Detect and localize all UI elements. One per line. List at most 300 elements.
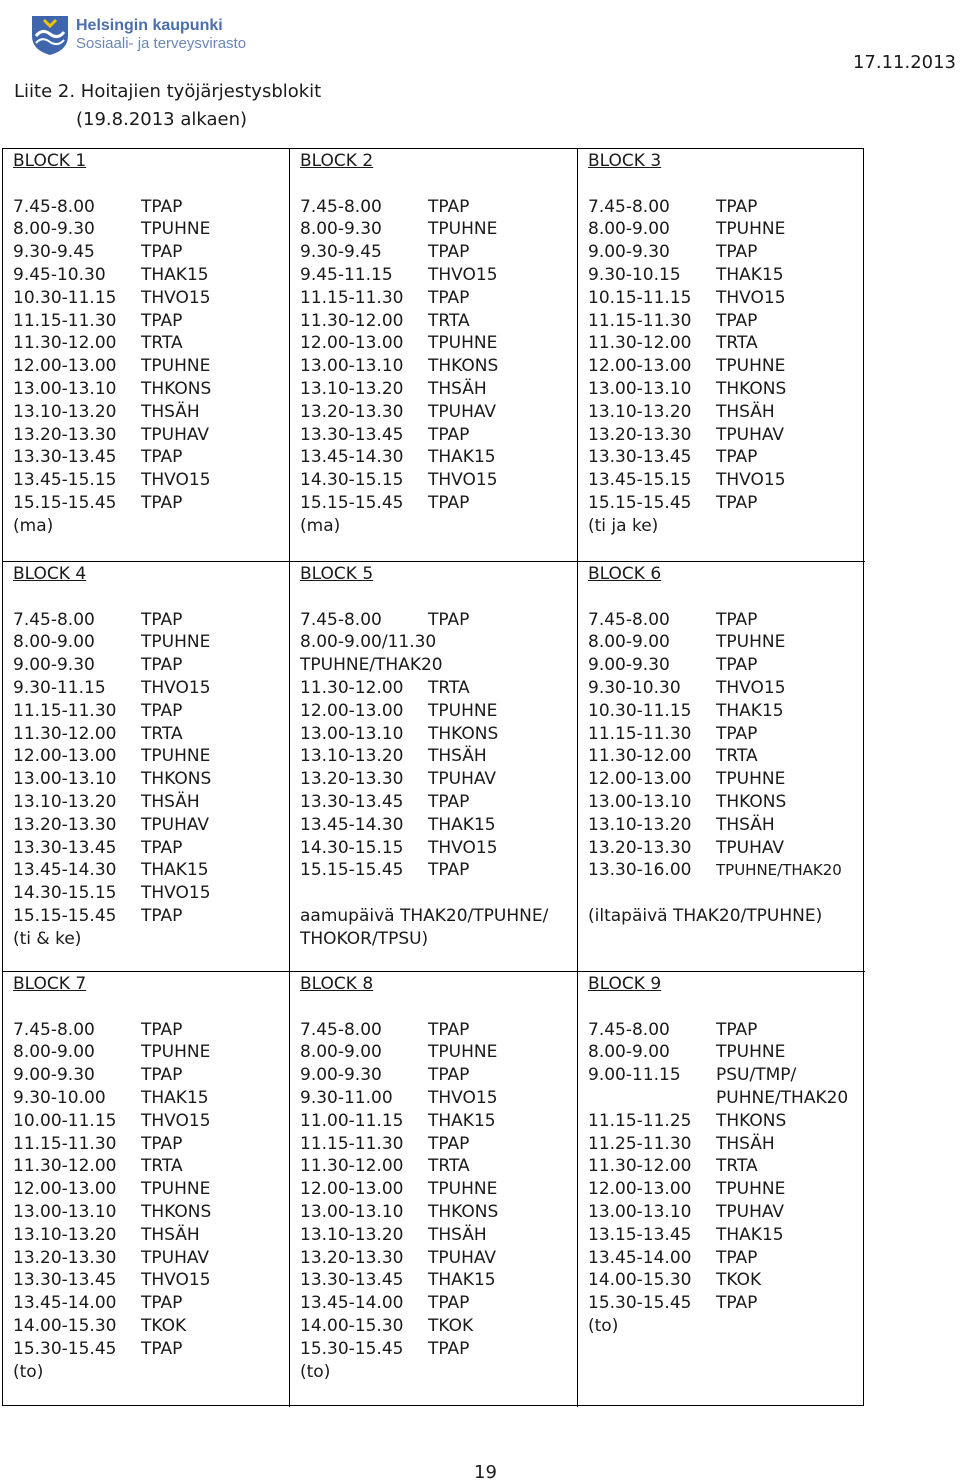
schedule-row [13,310,289,333]
schedule-row [13,700,289,723]
task-code: TPUHAV [141,424,210,445]
schedule-row [300,310,577,333]
time-slot: 8.00-9.00 [588,1042,670,1063]
time-slot: 13.00-13.10 [300,1201,404,1222]
time-slot: 14.00-15.30 [13,1315,117,1336]
task-code: TPUHNE [141,746,211,767]
task-code: TPUHNE [428,1042,498,1063]
schedule-row [300,401,577,424]
time-slot: 11.15-11.30 [13,1133,117,1154]
time-slot: 13.00-13.10 [13,1201,117,1222]
schedule-row [13,1269,289,1292]
schedule-row [13,424,289,447]
block-note: (ma) [13,515,54,536]
schedule-row [300,241,577,264]
schedule-row [588,1178,865,1201]
task-code: TPAP [716,1293,758,1314]
time-slot: 14.00-15.30 [588,1270,692,1291]
task-code: THVO15 [428,470,498,491]
schedule-row [13,1019,289,1042]
schedule-row [13,882,289,905]
time-slot: 13.45-14.00 [300,1293,404,1314]
title-line-1: Liite 2. Hoitajien työjärjestysblokit [14,81,322,102]
task-code: TRTA [716,746,758,767]
schedule-row [13,1315,289,1338]
schedule-row [300,654,577,677]
task-code: THKONS [716,1110,787,1131]
time-slot: 8.00-9.30 [13,219,95,240]
time-slot: 13.45-15.15 [13,470,117,491]
time-slot: 11.15-11.30 [13,310,117,331]
schedule-row [300,332,577,355]
time-slot: 7.45-8.00 [300,196,382,217]
schedule-row [588,677,865,700]
task-code: TPUHNE [141,219,211,240]
block-title: BLOCK 1 [13,151,87,171]
schedule-row [300,837,577,860]
task-code: TPAP [141,1338,183,1359]
schedule-row [13,492,289,515]
time-slot: 13.45-14.00 [588,1247,692,1268]
task-code: TPAP [141,196,183,217]
time-slot: 11.30-12.00 [13,333,117,354]
block-cell [3,972,290,1407]
schedule-row [13,446,289,469]
task-code: THSÄH [716,814,775,835]
schedule-row [13,654,289,677]
schedule-row [588,859,865,882]
task-code: THVO15 [428,1087,498,1108]
time-slot: 11.15-11.30 [300,1133,404,1154]
block-note: (to) [588,1315,619,1336]
block-title: BLOCK 8 [300,974,374,994]
schedule-row [13,745,289,768]
time-slot: 13.10-13.20 [588,814,692,835]
time-slot: 13.10-13.20 [300,378,404,399]
block-title: BLOCK 9 [588,974,662,994]
schedule-row [300,1064,577,1087]
time-slot: 9.45-10.30 [13,264,106,285]
task-code: TPUHAV [428,401,497,422]
time-slot: 9.30-10.00 [13,1087,106,1108]
time-slot: 9.00-11.15 [588,1065,681,1086]
block-cell [290,562,578,972]
time-slot: 13.00-13.10 [13,769,117,790]
schedule-row [300,814,577,837]
task-code: THAK15 [716,700,784,721]
time-slot: 13.00-13.10 [588,1201,692,1222]
time-slot: 13.20-13.30 [588,837,692,858]
blocks-table [2,148,864,1406]
time-slot: 13.45-14.00 [13,1293,117,1314]
schedule-row [13,1338,289,1361]
schedule-row [588,378,865,401]
task-code: THAK15 [428,447,496,468]
task-code: TPUHNE [716,632,786,653]
schedule-row [300,1269,577,1292]
task-code: TPAP [141,1065,183,1086]
schedule-row [588,609,865,632]
task-code: THVO15 [428,264,498,285]
time-slot: 15.15-15.45 [13,905,117,926]
time-slot: 13.20-13.30 [300,769,404,790]
schedule-row [13,287,289,310]
schedule-row [13,1041,289,1064]
time-slot: 13.30-13.45 [13,1270,117,1291]
time-slot: 12.00-13.00 [588,356,692,377]
document-date: 17.11.2013 [852,52,956,73]
title-line-2: (19.8.2013 alkaen) [76,109,248,130]
time-slot: 15.30-15.45 [13,1338,117,1359]
time-slot: 11.00-11.15 [300,1110,404,1131]
task-code: TPAP [428,492,470,513]
time-slot: 12.00-13.00 [300,700,404,721]
task-code: TPAP [141,1293,183,1314]
schedule-row [13,378,289,401]
schedule-row [13,859,289,882]
schedule-row [13,1292,289,1315]
task-code: TPAP [716,1019,758,1040]
schedule-row [13,837,289,860]
time-slot: 15.15-15.45 [588,492,692,513]
task-code: TPAP [141,700,183,721]
city-logo [28,14,258,56]
task-code: TPAP [428,1065,470,1086]
schedule-row [588,469,865,492]
task-code: THKONS [716,791,787,812]
task-code: TPUHNE [716,1042,786,1063]
schedule-row [588,1064,865,1087]
time-slot: 14.30-15.15 [13,883,117,904]
task-code: THVO15 [141,470,211,491]
time-slot: 11.15-11.30 [300,287,404,308]
time-slot: 8.00-9.00 [13,632,95,653]
schedule-row [588,654,865,677]
task-code: THAK15 [141,264,209,285]
task-code: TRTA [141,333,183,354]
task-code: THKONS [428,356,499,377]
task-code: TPAP [716,310,758,331]
schedule-row [588,837,865,860]
block-title: BLOCK 2 [300,151,374,171]
time-slot: 13.30-13.45 [588,447,692,468]
time-slot: 14.00-15.30 [300,1315,404,1336]
block-note: (to) [13,1361,44,1382]
time-slot: 12.00-13.00 [588,769,692,790]
time-slot: 15.15-15.45 [13,492,117,513]
task-code: TPAP [141,447,183,468]
time-slot: 9.30-11.15 [13,677,106,698]
task-code: TPAP [141,609,183,630]
task-code: TPAP [141,492,183,513]
task-code: TPUHNE [428,700,498,721]
task-code: THVO15 [716,677,786,698]
task-code: THVO15 [716,287,786,308]
time-slot: 10.00-11.15 [13,1110,117,1131]
task-code: PUHNE/THAK20 [716,1087,849,1108]
task-code: TPUHNE [716,1179,786,1200]
time-slot: 15.15-15.45 [300,860,404,881]
block-title: BLOCK 4 [13,564,87,584]
time-slot: 7.45-8.00 [588,196,670,217]
schedule-row [300,1338,577,1361]
task-code: TPAP [716,242,758,263]
task-code: TPAP [716,447,758,468]
block-title: BLOCK 3 [588,151,662,171]
task-code: TPAP [428,424,470,445]
schedule-row [588,310,865,333]
time-slot: 7.45-8.00 [588,1019,670,1040]
time-slot: 7.45-8.00 [13,609,95,630]
task-code: TPUHAV [428,1247,497,1268]
schedule-row [588,631,865,654]
schedule-row [300,768,577,791]
task-code: TPUHNE [716,769,786,790]
time-slot: 9.00-9.30 [588,242,670,263]
time-slot: 9.30-10.30 [588,677,681,698]
time-slot: 13.45-14.30 [13,860,117,881]
time-slot: 13.00-13.10 [300,356,404,377]
schedule-row [300,424,577,447]
time-slot: 14.30-15.15 [300,837,404,858]
task-code: TPUHAV [428,769,497,790]
schedule-row [588,1224,865,1247]
task-code: TPAP [141,655,183,676]
task-code: THVO15 [141,1270,211,1291]
block-note: aamupäivä THAK20/TPUHNE/ [300,905,549,926]
time-slot: 10.15-11.15 [588,287,692,308]
time-slot: 13.20-13.30 [13,424,117,445]
time-slot: 13.45-14.30 [300,447,404,468]
schedule-row [13,1247,289,1270]
page-number: 19 [474,1462,497,1483]
time-slot: 13.10-13.20 [300,1224,404,1245]
task-code: TRTA [141,1156,183,1177]
task-code: THAK15 [141,1087,209,1108]
task-code: TPUHNE [141,1042,211,1063]
schedule-row [13,1064,289,1087]
task-code: TPAP [716,723,758,744]
task-code: TPAP [428,791,470,812]
schedule-row [588,332,865,355]
time-slot: 12.00-13.00 [588,1179,692,1200]
task-code: TPUHNE [141,1179,211,1200]
schedule-row [13,905,289,928]
schedule-row [588,1110,865,1133]
schedule-row [13,631,289,654]
block-cell [578,972,865,1407]
task-code: THSÄH [141,791,200,812]
task-code: TPUHNE [428,333,498,354]
time-slot: 13.10-13.20 [13,791,117,812]
task-code: TPUHNE/THAK20 [716,861,842,880]
block-cell [578,149,865,562]
schedule-row [300,791,577,814]
schedule-row [588,196,865,219]
task-code: TKOK [716,1270,762,1291]
schedule-row [588,287,865,310]
city-crest-icon [28,14,72,56]
task-code: THAK15 [428,1270,496,1291]
schedule-row [13,723,289,746]
time-slot: 13.00-13.10 [588,791,692,812]
schedule-row [13,1201,289,1224]
schedule-row [588,424,865,447]
block-cell [3,149,290,562]
time-slot: 12.00-13.00 [13,1179,117,1200]
time-slot: 13.30-13.45 [300,1270,404,1291]
time-slot: 9.30-9.45 [13,242,95,263]
schedule-row [588,241,865,264]
task-code: TPUHNE [141,356,211,377]
time-slot: 8.00-9.00 [13,1042,95,1063]
schedule-row [588,1087,865,1110]
schedule-row [300,700,577,723]
schedule-row [13,814,289,837]
schedule-row [300,723,577,746]
schedule-row [13,791,289,814]
time-slot: 13.30-13.45 [13,837,117,858]
time-slot: 13.10-13.20 [13,1224,117,1245]
schedule-row [588,446,865,469]
schedule-row [588,791,865,814]
schedule-row [588,401,865,424]
task-code: TPAP [141,1133,183,1154]
time-slot: 9.00-9.30 [13,655,95,676]
task-code: TRTA [716,333,758,354]
time-slot: 11.30-12.00 [300,310,404,331]
logo-department: Sosiaali- ja terveysvirasto [76,35,247,52]
task-code: THKONS [428,723,499,744]
task-code: TPAP [141,310,183,331]
time-slot: 11.15-11.30 [13,700,117,721]
schedule-row [300,631,577,654]
schedule-row [300,677,577,700]
time-slot: 10.30-11.15 [588,700,692,721]
task-code: THKONS [141,769,212,790]
task-code: TPUHAV [716,837,785,858]
schedule-row [13,609,289,632]
block-note: (ti ja ke) [588,515,659,536]
time-slot: 9.00-9.30 [588,655,670,676]
block-cell [290,149,578,562]
task-code: TKOK [428,1315,474,1336]
task-code: THVO15 [141,287,211,308]
block-cell [3,562,290,972]
time-slot [588,1087,716,1110]
block-note-continued: THOKOR/TPSU) [300,928,429,949]
time-slot: 11.15-11.25 [588,1110,692,1131]
task-code: TPUHNE [428,219,498,240]
schedule-row [300,196,577,219]
schedule-row [588,1041,865,1064]
time-slot: 13.30-13.45 [13,447,117,468]
time-slot: 12.00-13.00 [13,746,117,767]
time-slot: 11.30-12.00 [13,723,117,744]
time-slot: 14.30-15.15 [300,470,404,491]
schedule-row [588,1247,865,1270]
schedule-row [300,1178,577,1201]
schedule-row [588,218,865,241]
schedule-row [13,768,289,791]
task-code: TPAP [428,1338,470,1359]
time-slot: 9.45-11.15 [300,264,393,285]
schedule-row [300,1292,577,1315]
schedule-row [300,1201,577,1224]
task-code: TPUHNE [716,356,786,377]
time-slot: 7.45-8.00 [300,609,382,630]
time-slot: 8.00-9.00 [588,632,670,653]
task-code: THKONS [141,1201,212,1222]
schedule-row [300,1133,577,1156]
task-code: TPAP [428,860,470,881]
schedule-row [13,332,289,355]
block-note: (iltapäivä THAK20/TPUHNE) [588,905,823,926]
time-slot: 7.45-8.00 [300,1019,382,1040]
task-code: THVO15 [141,883,211,904]
schedule-row [300,355,577,378]
task-code: TPAP [141,905,183,926]
time-slot: 13.20-13.30 [588,424,692,445]
schedule-row [13,1133,289,1156]
schedule-row [300,287,577,310]
schedule-row [588,700,865,723]
block-title: BLOCK 5 [300,564,374,584]
logo-name: Helsingin kaupunki [76,17,223,34]
task-code: TPAP [716,655,758,676]
schedule-row [588,492,865,515]
time-slot: 11.30-12.00 [588,333,692,354]
block-cell [290,972,578,1407]
schedule-row [588,814,865,837]
task-code: THSÄH [716,1133,775,1154]
task-code: THVO15 [141,677,211,698]
task-code: TPUHNE [716,219,786,240]
time-slot: 12.00-13.00 [13,356,117,377]
time-slot: 11.15-11.30 [588,723,692,744]
block-note: (ti & ke) [13,928,82,949]
schedule-row [300,1041,577,1064]
time-slot: 7.45-8.00 [13,196,95,217]
time-slot: 9.00-9.30 [300,1065,382,1086]
schedule-row [300,1110,577,1133]
task-code: TPAP [428,196,470,217]
task-code: THSÄH [428,378,487,399]
task-code: THSÄH [141,401,200,422]
time-slot: 15.15-15.45 [300,492,404,513]
task-code: THVO15 [141,1110,211,1131]
time-slot: 13.45-14.30 [300,814,404,835]
task-code: TPUHAV [716,1201,785,1222]
task-code: TPAP [716,492,758,513]
schedule-row [588,355,865,378]
task-code: PSU/TMP/ [716,1065,797,1086]
schedule-row [300,1247,577,1270]
task-code: THSÄH [428,746,487,767]
task-code: THSÄH [141,1224,200,1245]
time-slot: 9.30-9.45 [300,242,382,263]
task-code: THAK15 [428,814,496,835]
schedule-row [13,241,289,264]
time-slot: 13.00-13.10 [13,378,117,399]
block-note: (ma) [300,515,341,536]
schedule-row [588,1201,865,1224]
time-slot: 13.00-13.10 [588,378,692,399]
schedule-row [300,492,577,515]
task-code: TPAP [141,242,183,263]
block-title: BLOCK 6 [588,564,662,584]
task-code: THAK15 [428,1110,496,1131]
